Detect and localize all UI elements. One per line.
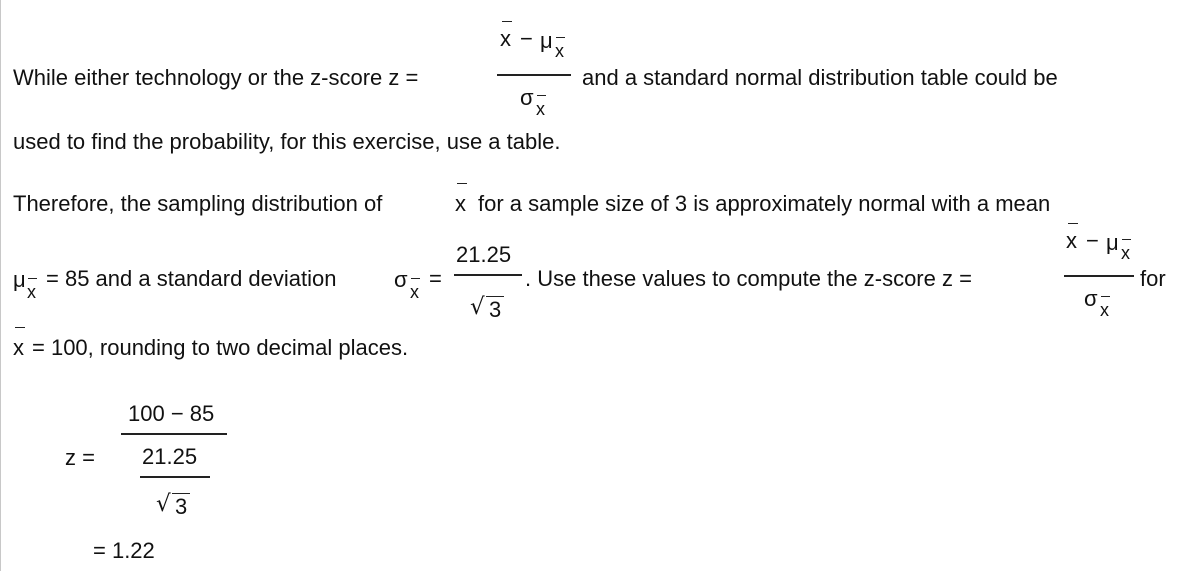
p2-z-den-sigma: σ [1084, 286, 1098, 311]
p2-z-fraction-bar [1064, 275, 1134, 277]
xbar-overline [1122, 239, 1131, 240]
p2-z-num-sub: x [1121, 243, 1130, 263]
p2-z-den-sub: x [1100, 300, 1109, 320]
xbar-overline [537, 95, 546, 96]
xbar-overline [411, 278, 420, 279]
p1-text-after: and a standard normal distribution table could be [582, 65, 1058, 90]
p1-frac-num-x: x [500, 26, 511, 51]
calc-inner-radical: √ [156, 491, 171, 517]
p2-sd-numerator: 21.25 [456, 242, 512, 267]
p1-frac-den-sigma: σ [520, 85, 534, 110]
calc-inner-radical-value: 3 [175, 494, 188, 519]
p2-for-text: for [1140, 266, 1166, 291]
calc-inner-numerator: 21.25 [142, 444, 198, 469]
p1-frac-den-sub: x [536, 99, 545, 119]
p2-line3-xbar: x [13, 335, 24, 360]
xbar-overline [1101, 296, 1110, 297]
p2-use-text: . Use these values to compute the z-score z = [525, 266, 972, 291]
p2-z-num-x: x [1066, 228, 1077, 253]
p2-line1-a: Therefore, the sampling distribution of [13, 191, 383, 216]
xbar-overline [15, 327, 25, 328]
p2-line1-xbar: x [455, 191, 466, 216]
p1-fraction-bar [497, 74, 571, 76]
p1-line-2: used to find the probability, for this exercise, use a table. [13, 129, 561, 154]
calc-z-label: z = [65, 445, 95, 470]
calc-numerator: 100 − 85 [128, 401, 215, 426]
p1-frac-num-minus: − [520, 26, 533, 51]
xbar-overline [28, 278, 37, 279]
p2-sigma-sub: x [410, 282, 419, 302]
calc-inner-fraction-bar [140, 476, 210, 478]
calc-result: = 1.22 [93, 538, 155, 563]
left-border [0, 0, 1, 571]
p2-equals: = [429, 266, 442, 291]
p2-sd-radical: √ [470, 294, 485, 320]
p2-z-num-minus: − [1086, 228, 1099, 253]
p1-frac-num-mu: μ [540, 28, 553, 53]
p2-mu: μ [13, 267, 26, 292]
p2-sd-radical-value: 3 [489, 297, 502, 322]
p2-mean-text: = 85 and a standard deviation [46, 266, 337, 291]
xbar-overline [1068, 223, 1078, 224]
p1-frac-num-sub: x [555, 41, 564, 61]
p2-z-num-mu: μ [1106, 230, 1119, 255]
p2-line3-rest: = 100, rounding to two decimal places. [32, 335, 409, 360]
xbar-overline [502, 21, 512, 22]
xbar-overline [556, 37, 565, 38]
xbar-overline [457, 183, 467, 184]
p1-text-before: While either technology or the z-score z = [13, 65, 419, 90]
p2-sigma: σ [394, 267, 408, 292]
p2-line1-b: for a sample size of 3 is approximately normal with a mean [478, 191, 1051, 216]
p2-sd-fraction-bar [454, 274, 522, 276]
p2-mu-sub: x [27, 282, 36, 302]
calc-main-fraction-bar [121, 433, 227, 435]
